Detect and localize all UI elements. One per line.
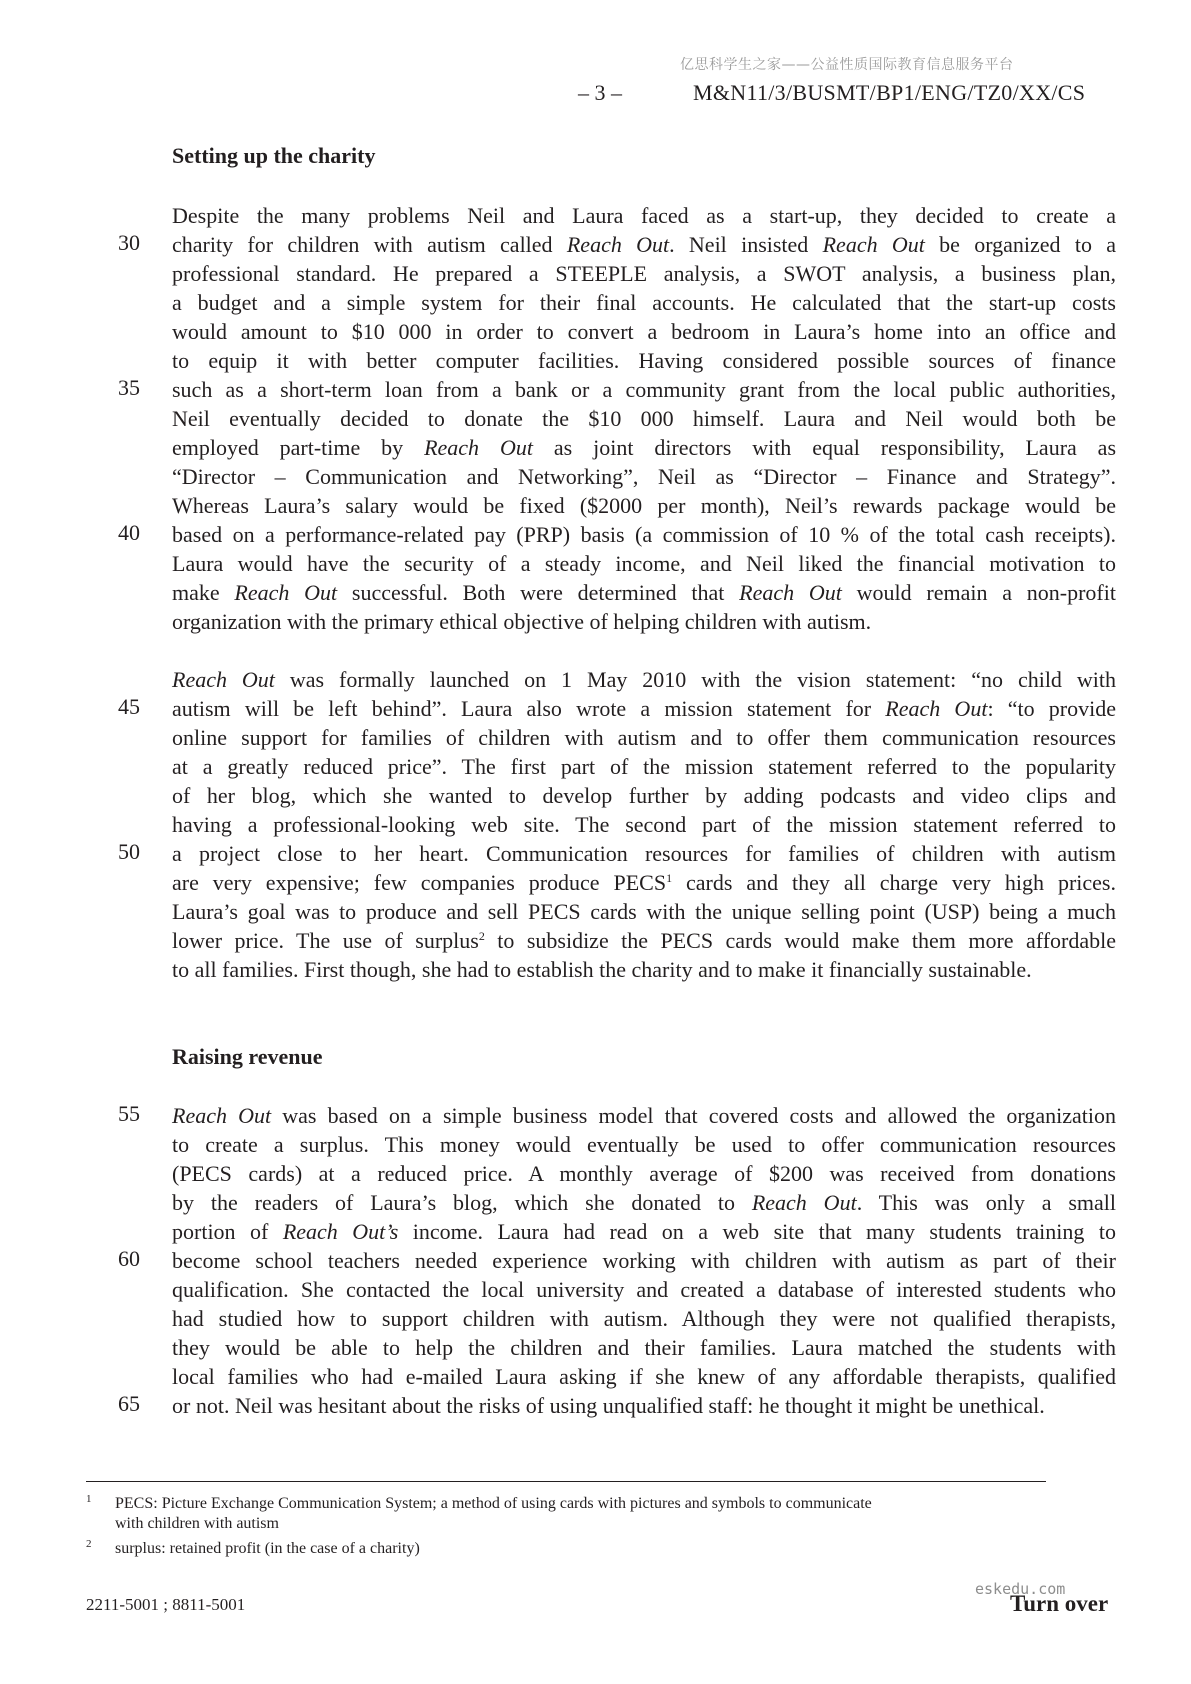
line-number: 35 (118, 375, 140, 400)
text-line (172, 897, 1116, 926)
italic-run: Reach Out (172, 1103, 272, 1128)
text-line (172, 723, 1116, 752)
text-run: become school teachers needed experience working with children with autism as part of their (172, 1248, 1116, 1273)
text-run: lower price. The use of surplus (172, 928, 479, 953)
text-line (172, 317, 1116, 346)
footnote-mark: 2 (86, 1538, 92, 1550)
text-line (172, 1130, 1116, 1159)
text-run: “Director – Communication and Networking”, Neil as “Director – Finance and Strategy”. (172, 464, 1116, 489)
turn-over-label: Turn over (1010, 1591, 1109, 1616)
italic-run: Reach Out (566, 232, 670, 257)
text-line (172, 607, 1116, 636)
footnote-1 (115, 1494, 872, 1534)
text-run: would amount to $10 000 in order to convert a bedroom in Laura’s home into an office and (172, 319, 1116, 344)
footnote-reference: 2 (478, 929, 485, 943)
header-watermark: 亿思科学生之家——公益性质国际教育信息服务平台 (680, 57, 1014, 73)
line-number: 50 (118, 839, 140, 864)
text-run: (PECS cards) at a reduced price. A monthly average of $200 was received from donations (172, 1161, 1116, 1186)
text-run: local families who had e-mailed Laura asking if she knew of any affordable therapists, qualified (172, 1364, 1116, 1389)
text-line (172, 578, 1116, 607)
text-line (172, 839, 1116, 868)
text-line (172, 201, 1116, 230)
line-number: 60 (118, 1246, 140, 1271)
text-run: based on a performance-related pay (PRP) basis (a commission of 10 % of the total cash receipts). (172, 522, 1116, 547)
line-number: 45 (118, 694, 140, 719)
text-run: charity for children with autism called (172, 232, 567, 257)
text-line (172, 1159, 1116, 1188)
text-line (172, 781, 1116, 810)
text-run: employed part-time by (172, 435, 425, 460)
text-run: . This was only a small (856, 1190, 1117, 1215)
text-run: portion of (172, 1219, 283, 1244)
footnote-reference: 1 (666, 871, 673, 885)
text-run: : “to provide (987, 696, 1116, 721)
text-run: Whereas Laura’s salary would be fixed ($2000 per month), Neil’s rewards package would be (172, 493, 1116, 518)
text-line (172, 491, 1116, 520)
text-run: at a greatly reduced price”. The first part of the mission statement referred to the popularity (172, 754, 1116, 779)
text-line (172, 752, 1116, 781)
text-line (172, 346, 1116, 375)
paragraph-raising-revenue (172, 1101, 1116, 1420)
footnote-line: with children with autism (115, 1515, 279, 1532)
italic-run: Reach Out’s (282, 1219, 399, 1244)
section-heading-raising-revenue: Raising revenue (172, 1044, 323, 1069)
text-line (172, 810, 1116, 839)
text-run: a budget and a simple system for their final accounts. He calculated that the start-up costs (172, 290, 1116, 315)
text-run: was formally launched on 1 May 2010 with the vision statement: “no child with (274, 667, 1116, 692)
line-number: 65 (118, 1391, 140, 1416)
text-line (172, 926, 1116, 955)
text-run: Laura would have the security of a steady income, and Neil liked the financial motivation to (172, 551, 1116, 576)
italic-run: Reach Out (424, 435, 533, 460)
italic-run: Reach Out (739, 580, 842, 605)
text-run: to create a surplus. This money would eventually be used to offer communication resources (172, 1132, 1116, 1157)
paragraph-setting-up-2 (172, 665, 1116, 984)
text-line (172, 1304, 1116, 1333)
text-run: successful. Both were determined that (337, 580, 740, 605)
line-number: 40 (118, 520, 140, 545)
italic-run: Reach Out (822, 232, 925, 257)
text-run: of her blog, which she wanted to develop further by adding podcasts and video clips and (172, 783, 1116, 808)
text-line (172, 433, 1116, 462)
text-line (172, 955, 1116, 984)
section-heading-setting-up: Setting up the charity (172, 143, 376, 168)
text-line (172, 665, 1116, 694)
text-line (172, 259, 1116, 288)
text-line (172, 1362, 1116, 1391)
text-run: such as a short-term loan from a bank or a community grant from the local public authorities, (172, 377, 1116, 402)
text-run: be organized to a (924, 232, 1117, 257)
text-run: a project close to her heart. Communication resources for families of children with autism (172, 841, 1116, 866)
footnote-line: PECS: Picture Exchange Communication System; a method of using cards with pictures and symbols to communicate (115, 1495, 872, 1512)
text-run: qualification. She contacted the local university and created a database of interested students who (172, 1277, 1116, 1302)
text-line (172, 1188, 1116, 1217)
text-line (172, 1101, 1116, 1130)
text-line (172, 230, 1116, 259)
text-line (172, 1275, 1116, 1304)
footnote-rule (86, 1481, 1046, 1482)
text-line (172, 868, 1116, 897)
line-number: 55 (118, 1101, 140, 1126)
text-run: had studied how to support children with autism. Although they were not qualified therapists, (172, 1306, 1116, 1331)
text-run: Laura’s goal was to produce and sell PECS cards with the unique selling point (USP) being a much (172, 899, 1116, 924)
text-line (172, 288, 1116, 317)
text-line (172, 404, 1116, 433)
text-run: autism will be left behind”. Laura also wrote a mission statement for (172, 696, 886, 721)
text-line (172, 694, 1116, 723)
line-number: 30 (118, 230, 140, 255)
text-run: online support for families of children with autism and to offer them communication resources (172, 725, 1116, 750)
italic-run: Reach Out (751, 1190, 857, 1215)
text-run: as joint directors with equal responsibility, Laura as (532, 435, 1117, 460)
text-run: was based on a simple business model that covered costs and allowed the organization (271, 1103, 1116, 1128)
text-line (172, 1217, 1116, 1246)
text-run: cards and they all charge very high prices. (672, 870, 1116, 895)
text-run: to subsidize the PECS cards would make them more affordable (484, 928, 1117, 953)
text-run: to all families. First though, she had to establish the charity and to make it financially sustainable. (172, 957, 1032, 982)
page-number: – 3 – (578, 80, 622, 105)
text-run: . Neil insisted (669, 232, 823, 257)
paragraph-setting-up-1 (172, 201, 1116, 636)
text-line (172, 549, 1116, 578)
text-run: are very expensive; few companies produce PECS (172, 870, 667, 895)
text-line (172, 1391, 1116, 1420)
italic-run: Reach Out (885, 696, 988, 721)
text-run: having a professional-looking web site. The second part of the mission statement referred to (172, 812, 1116, 837)
text-line (172, 462, 1116, 491)
text-run: to equip it with better computer facilities. Having considered possible sources of finance (172, 348, 1116, 373)
italic-run: Reach Out (234, 580, 338, 605)
italic-run: Reach Out (172, 667, 275, 692)
footnote-mark: 1 (86, 1493, 92, 1505)
text-run: Despite the many problems Neil and Laura faced as a start-up, they decided to create a (172, 203, 1116, 228)
text-run: professional standard. He prepared a STEEPLE analysis, a SWOT analysis, a business plan, (172, 261, 1116, 286)
text-run: or not. Neil was hesitant about the risks of using unqualified staff: he thought it might be unethical. (172, 1393, 1045, 1418)
text-line (172, 520, 1116, 549)
text-run: income. Laura had read on a web site that many students training to (398, 1219, 1116, 1244)
text-line (172, 1246, 1116, 1275)
text-run: Neil eventually decided to donate the $10 000 himself. Laura and Neil would both be (172, 406, 1116, 431)
text-run: by the readers of Laura’s blog, which she donated to (172, 1190, 752, 1215)
document-code: 2211-5001 ; 8811-5001 (86, 1595, 246, 1614)
text-line (172, 1333, 1116, 1362)
text-run: they would be able to help the children and their families. Laura matched the students with (172, 1335, 1116, 1360)
text-run: would remain a non-profit (841, 580, 1116, 605)
text-line (172, 375, 1116, 404)
footnote-line: surplus: retained profit (in the case of a charity) (115, 1540, 420, 1557)
footer-watermark: eskedu.com (975, 1580, 1066, 1598)
text-run: make (172, 580, 235, 605)
footnote-2 (115, 1539, 420, 1559)
text-run: organization with the primary ethical objective of helping children with autism. (172, 609, 872, 634)
paper-code: M&N11/3/BUSMT/BP1/ENG/TZ0/XX/CS (693, 80, 1086, 105)
